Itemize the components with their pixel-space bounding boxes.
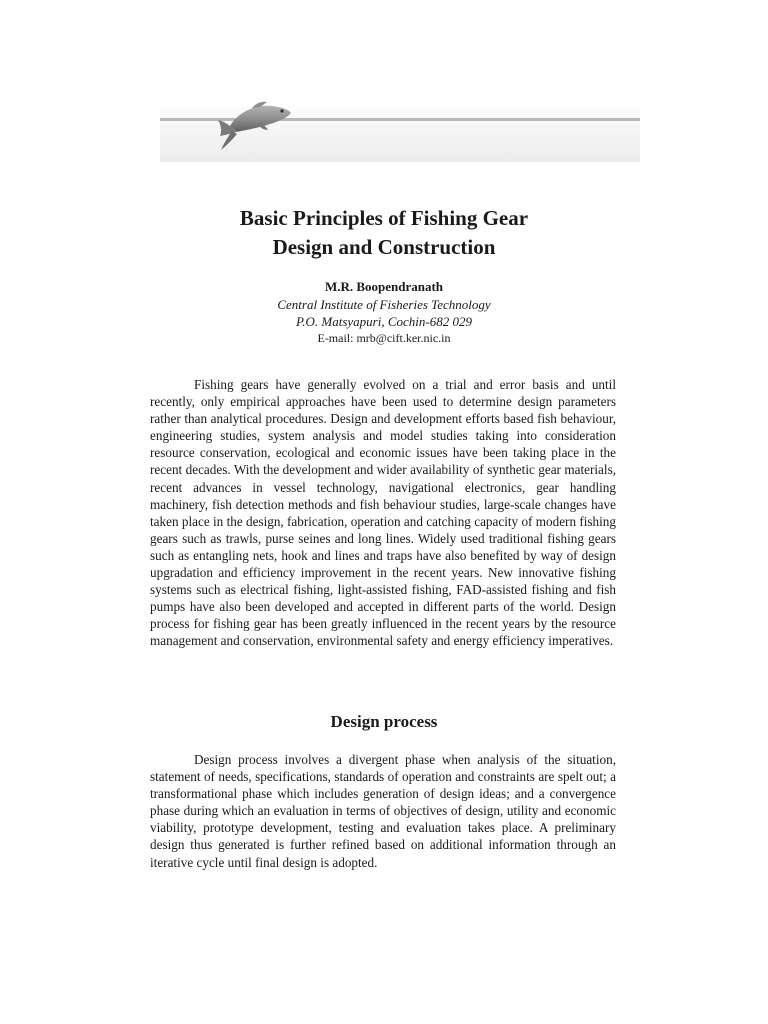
- affiliation-institute: Central Institute of Fisheries Technology: [277, 297, 491, 312]
- section-heading-design-process: Design process: [330, 712, 438, 731]
- affiliation-address: P.O. Matsyapuri, Cochin-682 029: [296, 314, 472, 329]
- paper-title: [152, 204, 616, 262]
- design-process-paragraph: Design process involves a divergent phase when analysis of the situation, statement of needs, specifications, standards of operation and constraints are spelt out; a transformational phase which includes generation of design ideas; and a convergence phase during which an evaluation in terms of objectives of design, utility and economic viability, prototype development, testing and evaluation takes place. A preliminary design thus generated is further refined based on additional information through an iterative cycle until final design is adopted.: [150, 752, 616, 870]
- title-line-2: Design and Construction: [272, 235, 496, 259]
- author-name: M.R. Boopendranath: [324, 279, 444, 294]
- intro-paragraph: Fishing gears have generally evolved on a trial and error basis and until recently, only empirical approaches have been used to determine design parameters rather than analytical procedures. Design and development efforts based fish behaviour, engineering studies, system analysis and model studies taking into consideration resource conservation, ecological and economic issues have been taking place in the recent decades. With the development and wider availability of synthetic gear materials, recent advances in vessel technology, navigational electronics, gear handling machinery, fish detection methods and fish behaviour studies, large-scale changes have taken place in the design, fabrication, operation and catching capacity of modern fishing gears such as trawls, purse seines and long lines. Widely used traditional fishing gears such as entangling nets, hook and lines and traps have also benefited by way of design upgradation and efficiency improvement in the recent years. New innovative fishing systems such as electrical fishing, light-assisted fishing, FAD-assisted fishing and fish pumps have also been developed and accepted in different parts of the world. Design process for fishing gear has been greatly influenced in the recent years by the resource management and conservation, environmental safety and energy efficiency imperatives.: [150, 377, 616, 649]
- author-email: E-mail: mrb@cift.ker.nic.in: [317, 331, 451, 345]
- fish-icon: [212, 94, 296, 154]
- title-line-1: Basic Principles of Fishing Gear: [239, 206, 529, 230]
- author-block: [152, 278, 616, 347]
